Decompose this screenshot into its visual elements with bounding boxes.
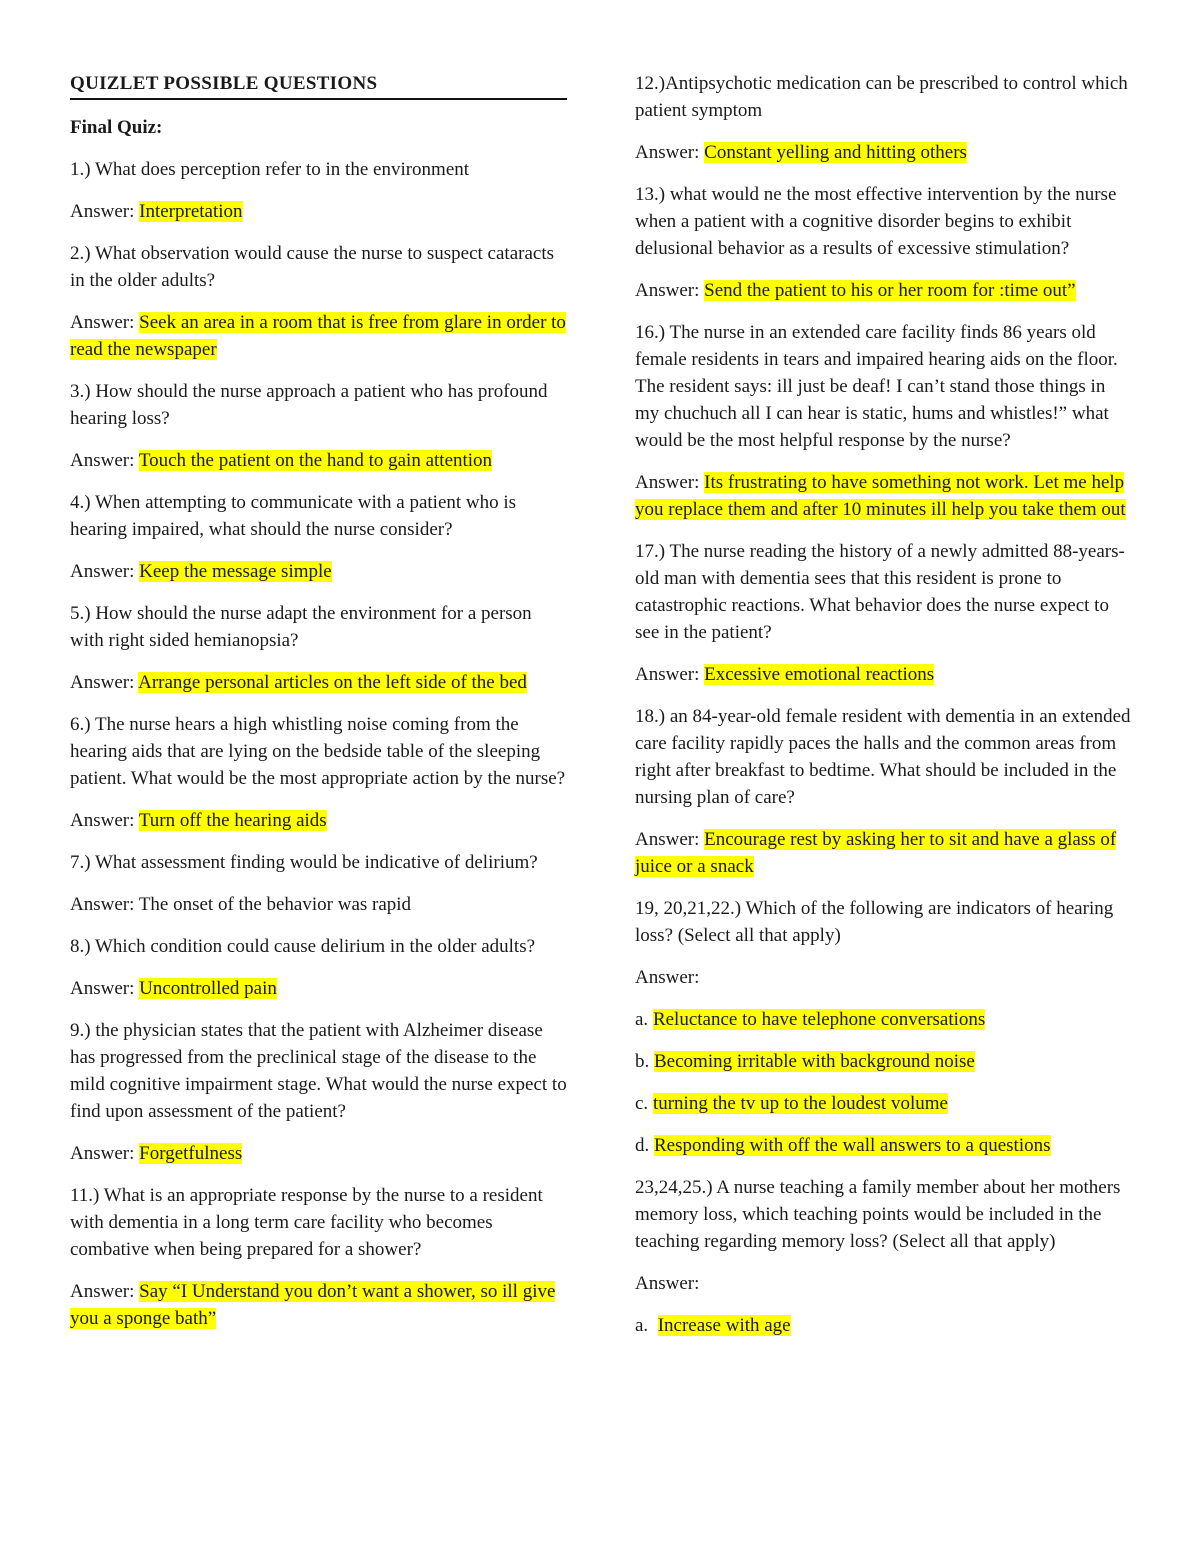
option-text: Increase with age bbox=[657, 1315, 791, 1336]
answer-line bbox=[70, 975, 567, 1002]
answer-line bbox=[70, 558, 567, 585]
answer-text: Say “I Understand you don’t want a shower, so ill give you a sponge bath” bbox=[70, 1281, 556, 1329]
answer-line bbox=[635, 661, 1132, 688]
answer-line bbox=[635, 469, 1132, 523]
answer-label: Answer: bbox=[70, 1281, 135, 1302]
question-text: 18.) an 84-year-old female resident with dementia in an extended care facility rapidly paces the halls and the common areas from right after breakfast to bedtime. What should be included in the nursing plan of care? bbox=[635, 706, 1131, 808]
answer-text: Turn off the hearing aids bbox=[138, 810, 327, 831]
question-text: 6.) The nurse hears a high whistling noise coming from the hearing aids that are lying on the bedside table of the sleeping patient. What would be the most appropriate action by the nurse? bbox=[70, 714, 566, 789]
answer-label: Answer: bbox=[635, 967, 700, 988]
question-text: 13.) what would ne the most effective intervention by the nurse when a patient with a cognitive disorder begins to exhibit delusional behavior as a results of excessive stimulation? bbox=[635, 184, 1117, 259]
question-text: 19, 20,21,22.) Which of the following are indicators of hearing loss? (Select all that apply) bbox=[635, 898, 1114, 946]
answer-option bbox=[635, 1048, 1132, 1075]
question-text: 3.) How should the nurse approach a patient who has profound hearing loss? bbox=[70, 381, 548, 429]
question-text: 1.) What does perception refer to in the environment bbox=[70, 159, 470, 180]
answer-text: Constant yelling and hitting others bbox=[704, 142, 967, 163]
answer-text: Forgetfulness bbox=[139, 1143, 243, 1164]
answer-line bbox=[635, 139, 1132, 166]
answer-text: Excessive emotional reactions bbox=[704, 664, 935, 685]
answer-text: Encourage rest by asking her to sit and have a glass of juice or a snack bbox=[635, 829, 1117, 877]
answer-label: Answer: bbox=[635, 1273, 700, 1294]
answer-option bbox=[635, 1090, 1132, 1117]
option-text: Becoming irritable with background noise bbox=[654, 1051, 975, 1072]
answer-label: Answer: bbox=[635, 829, 700, 850]
question-text: 12.)Antipsychotic medication can be prescribed to control which patient symptom bbox=[635, 73, 1128, 121]
answer-label: Answer: bbox=[635, 472, 700, 493]
document-title: QUIZLET POSSIBLE QUESTIONS bbox=[70, 70, 567, 100]
answer-line bbox=[70, 807, 567, 834]
answer-text: Send the patient to his or her room for :time out” bbox=[704, 280, 1076, 301]
answer-option bbox=[635, 1312, 1132, 1339]
option-text: Responding with off the wall answers to a questions bbox=[654, 1135, 1051, 1156]
question-text: 16.) The nurse in an extended care facility finds 86 years old female residents in tears and impaired hearing aids on the floor. The resident says: ill just be deaf! I can’t stand those things in my chuchuch all I can hear is static, hums and whistles!” what would be the most helpful response by the nurse? bbox=[635, 322, 1118, 451]
answer-text: The onset of the behavior was rapid bbox=[138, 894, 412, 915]
answer-line bbox=[70, 669, 567, 696]
answer-option bbox=[635, 1132, 1132, 1159]
question-text: 7.) What assessment finding would be indicative of delirium? bbox=[70, 852, 538, 873]
answer-label: Answer: bbox=[70, 561, 135, 582]
answer-line bbox=[70, 1140, 567, 1167]
answer-label: Answer: bbox=[70, 810, 135, 831]
right-column bbox=[635, 70, 1132, 1354]
option-text: Reluctance to have telephone conversations bbox=[652, 1009, 986, 1030]
question-text: 2.) What observation would cause the nurse to suspect cataracts in the older adults? bbox=[70, 243, 554, 291]
answer-label: Answer: bbox=[70, 1143, 135, 1164]
answer-line bbox=[70, 1278, 567, 1332]
answer-line bbox=[70, 309, 567, 363]
answer-line bbox=[635, 277, 1132, 304]
question-text: 23,24,25.) A nurse teaching a family member about her mothers memory loss, which teaching points would be included in the teaching regarding memory loss? (Select all that apply) bbox=[635, 1177, 1121, 1252]
answer-text: Its frustrating to have something not work. Let me help you replace them and after 10 minutes ill help you take them out bbox=[635, 472, 1126, 520]
answer-text: Keep the message simple bbox=[139, 561, 332, 582]
answer-option bbox=[635, 1006, 1132, 1033]
answer-line bbox=[70, 447, 567, 474]
quiz-subheading: Final Quiz: bbox=[70, 117, 163, 138]
question-text: 5.) How should the nurse adapt the environment for a person with right sided hemianopsia? bbox=[70, 603, 532, 651]
question-text: 17.) The nurse reading the history of a newly admitted 88-years-old man with dementia sees that this resident is prone to catastrophic reactions. What behavior does the nurse expect to see in the patient? bbox=[635, 541, 1125, 643]
option-letter: a. bbox=[635, 1009, 649, 1030]
option-letter: c. bbox=[635, 1093, 649, 1114]
question-text: 11.) What is an appropriate response by the nurse to a resident with dementia in a long term care facility who becomes combative when being prepared for a shower? bbox=[70, 1185, 543, 1260]
option-letter: b. bbox=[635, 1051, 650, 1072]
answer-line bbox=[70, 891, 567, 918]
option-text: turning the tv up to the loudest volume bbox=[652, 1093, 948, 1114]
answer-text: Interpretation bbox=[139, 201, 243, 222]
answer-label: Answer: bbox=[70, 450, 135, 471]
question-text: 9.) the physician states that the patient with Alzheimer disease has progressed from the preclinical stage of the disease to the mild cognitive impairment stage. What would the nurse expect to find upon assessment of the patient? bbox=[70, 1020, 567, 1122]
left-column bbox=[70, 70, 567, 1347]
answer-line bbox=[635, 826, 1132, 880]
answer-text: Uncontrolled pain bbox=[139, 978, 277, 999]
option-letter: a. bbox=[635, 1315, 649, 1336]
question-text: 8.) Which condition could cause delirium in the older adults? bbox=[70, 936, 536, 957]
answer-text: Arrange personal articles on the left side of the bed bbox=[138, 672, 527, 693]
answer-label: Answer: bbox=[70, 201, 135, 222]
answer-label: Answer: bbox=[70, 312, 135, 333]
answer-label: Answer: bbox=[70, 894, 135, 915]
answer-line bbox=[70, 198, 567, 225]
answer-label: Answer: bbox=[70, 978, 135, 999]
option-letter: d. bbox=[635, 1135, 650, 1156]
answer-label: Answer: bbox=[635, 142, 700, 163]
answer-label: Answer: bbox=[635, 280, 700, 301]
answer-text: Touch the patient on the hand to gain attention bbox=[138, 450, 493, 471]
question-text: 4.) When attempting to communicate with a patient who is hearing impaired, what should the nurse consider? bbox=[70, 492, 517, 540]
answer-label: Answer: bbox=[70, 672, 135, 693]
answer-text: Seek an area in a room that is free from glare in order to read the newspaper bbox=[70, 312, 566, 360]
answer-label: Answer: bbox=[635, 664, 700, 685]
